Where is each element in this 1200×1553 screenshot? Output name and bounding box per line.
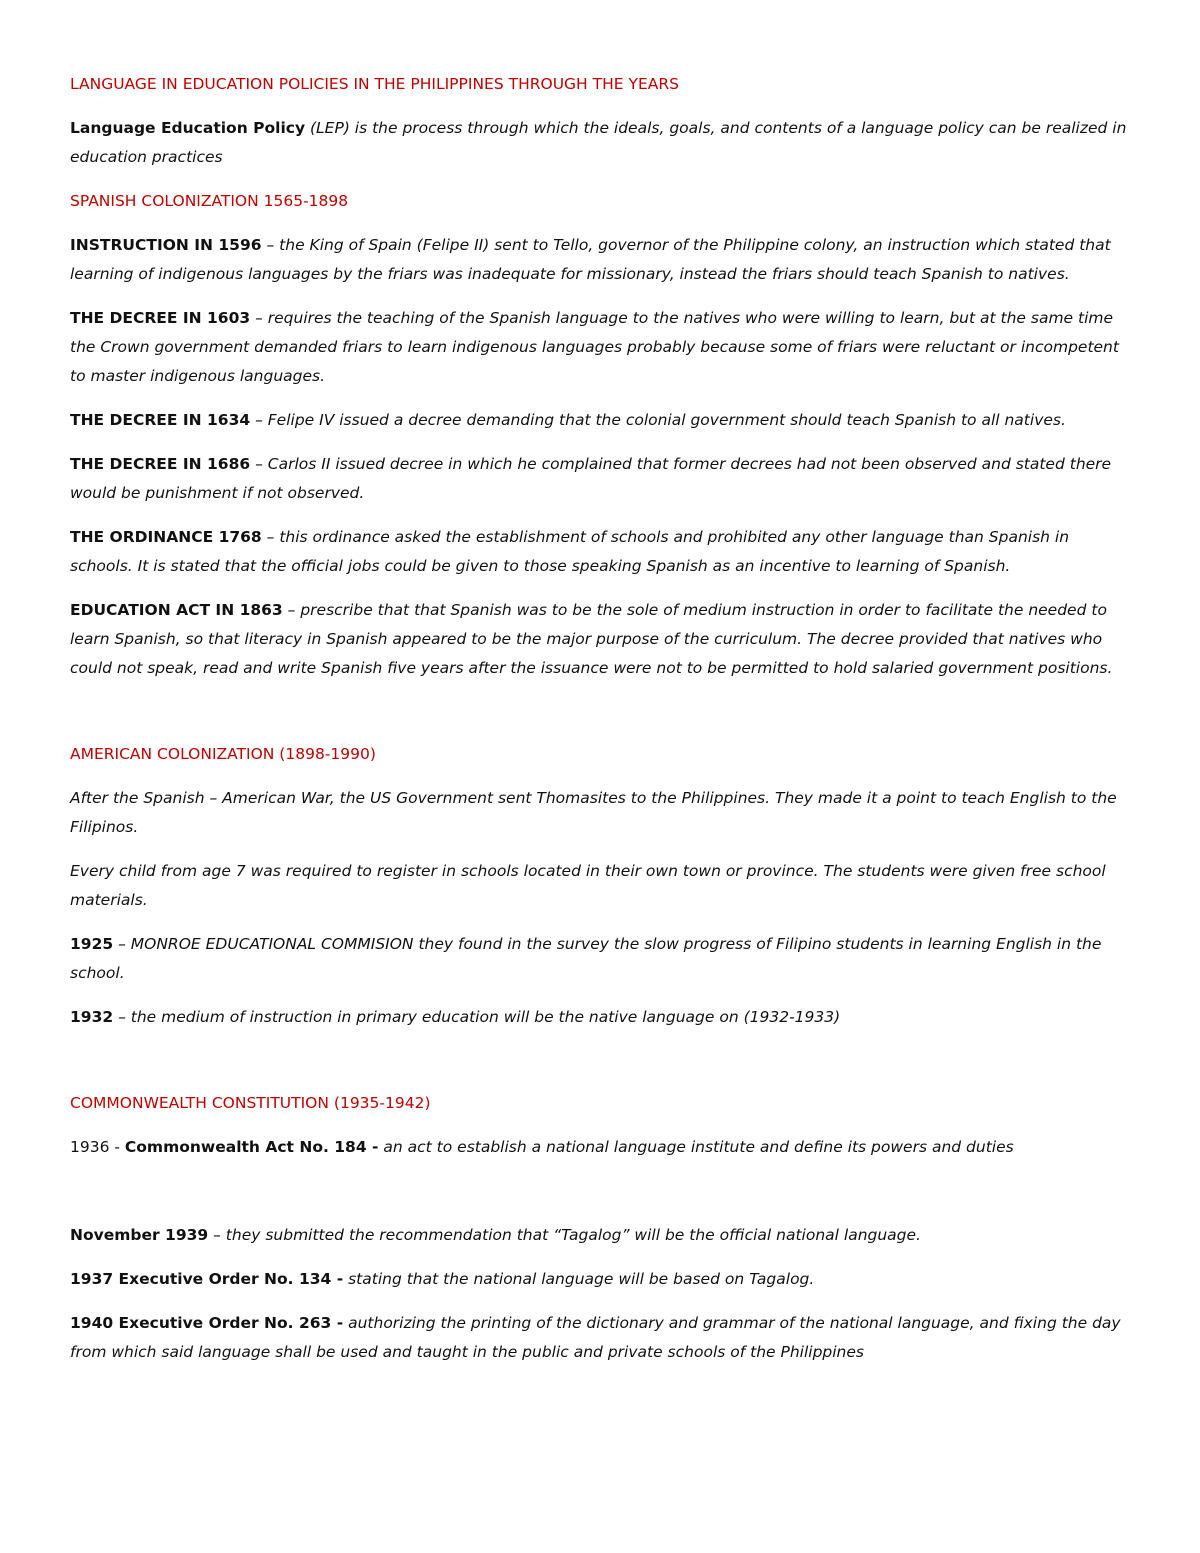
spanish-item [70,450,1132,508]
commonwealth-1936-term: Commonwealth Act No. 184 - [124,1138,379,1156]
commonwealth-1936-year: 1936 - [70,1138,120,1156]
spanish-item-text: – Felipe IV issued a decree demanding that the colonial government should teach Spanish to all natives. [255,411,1066,429]
american-item-text: – MONROE EDUCATIONAL COMMISION they found in the survey the slow progress of Filipino students in learning English in the school. [70,935,1102,982]
american-item [70,1003,1132,1032]
spanish-heading: SPANISH COLONIZATION 1565-1898 [70,192,349,210]
spanish-item-term: THE ORDINANCE 1768 [70,528,262,546]
commonwealth-item-term: 1940 Executive Order No. 263 - [70,1314,344,1332]
spanish-item [70,596,1132,683]
commonwealth-item-term: 1937 Executive Order No. 134 - [70,1270,344,1288]
american-item-text: – the medium of instruction in primary education will be the native language on (1932-1933) [118,1008,841,1026]
spanish-item-text: – requires the teaching of the Spanish language to the natives who were willing to learn, but at the same time the Crown government demanded friars to learn indigenous languages probably because some of friars were reluctant or incompetent to master indigenous languages. [70,309,1119,385]
spanish-item-term: EDUCATION ACT IN 1863 [70,601,283,619]
american-item-term: 1925 [70,935,114,953]
commonwealth-heading: COMMONWEALTH CONSTITUTION (1935-1942) [70,1094,431,1112]
intro-term: Language Education Policy [70,119,306,137]
spanish-item-text: – this ordinance asked the establishment of schools and prohibited any other language than Spanish in schools. It is stated that the official jobs could be given to those speaking Spanish as an incentive to learning of Spanish. [70,528,1070,575]
commonwealth-item [70,1221,1132,1250]
commonwealth-item-1936 [70,1133,1132,1162]
spanish-item [70,523,1132,581]
spanish-item-term: INSTRUCTION IN 1596 [70,236,262,254]
intro-text: (LEP) is the process through which the ideals, goals, and contents of a language policy can be realized in education practices [70,119,1127,166]
commonwealth-1936-text: an act to establish a national language institute and define its powers and duties [383,1138,1014,1156]
american-item [70,930,1132,988]
spanish-item-text: – Carlos II issued decree in which he complained that former decrees had not been observed and stated there would be punishment if not observed. [70,455,1112,502]
american-paragraph-2: Every child from age 7 was required to register in schools located in their own town or province. The students were given free school materials. [70,862,1106,909]
commonwealth-item [70,1309,1132,1367]
american-paragraph-1: After the Spanish – American War, the US Government sent Thomasites to the Philippines. They made it a point to teach English to the Filipinos. [70,789,1117,836]
commonwealth-item-term: November 1939 [70,1226,209,1244]
spanish-item-text: – the King of Spain (Felipe II) sent to Tello, governor of the Philippine colony, an instruction which stated that learning of indigenous languages by the friars was inadequate for missionary, instead the friars should teach Spanish to natives. [70,236,1111,283]
spanish-item [70,304,1132,391]
commonwealth-item-text: authorizing the printing of the dictionary and grammar of the national language, and fixing the day from which said language shall be used and taught in the public and private schools of the Philippines [70,1314,1121,1361]
intro-paragraph [70,114,1132,172]
spanish-item-term: THE DECREE IN 1634 [70,411,251,429]
document-title: LANGUAGE IN EDUCATION POLICIES IN THE PHILIPPINES THROUGH THE YEARS [70,75,679,93]
document-page [70,70,1132,1382]
american-item-term: 1932 [70,1008,114,1026]
spanish-item-term: THE DECREE IN 1603 [70,309,251,327]
spanish-item-text: – prescribe that that Spanish was to be the sole of medium instruction in order to facilitate the needed to learn Spanish, so that literacy in Spanish appeared to be the major purpose of the curriculum. The decree provided that natives who could not speak, read and write Spanish five years after the issuance were not to be permitted to hold salaried government positions. [70,601,1113,677]
spanish-item-term: THE DECREE IN 1686 [70,455,251,473]
american-heading: AMERICAN COLONIZATION (1898-1990) [70,745,376,763]
commonwealth-item [70,1265,1132,1294]
spanish-item [70,231,1132,289]
commonwealth-item-text: stating that the national language will be based on Tagalog. [348,1270,815,1288]
spanish-item [70,406,1132,435]
commonwealth-item-text: – they submitted the recommendation that “Tagalog” will be the official national language. [213,1226,921,1244]
